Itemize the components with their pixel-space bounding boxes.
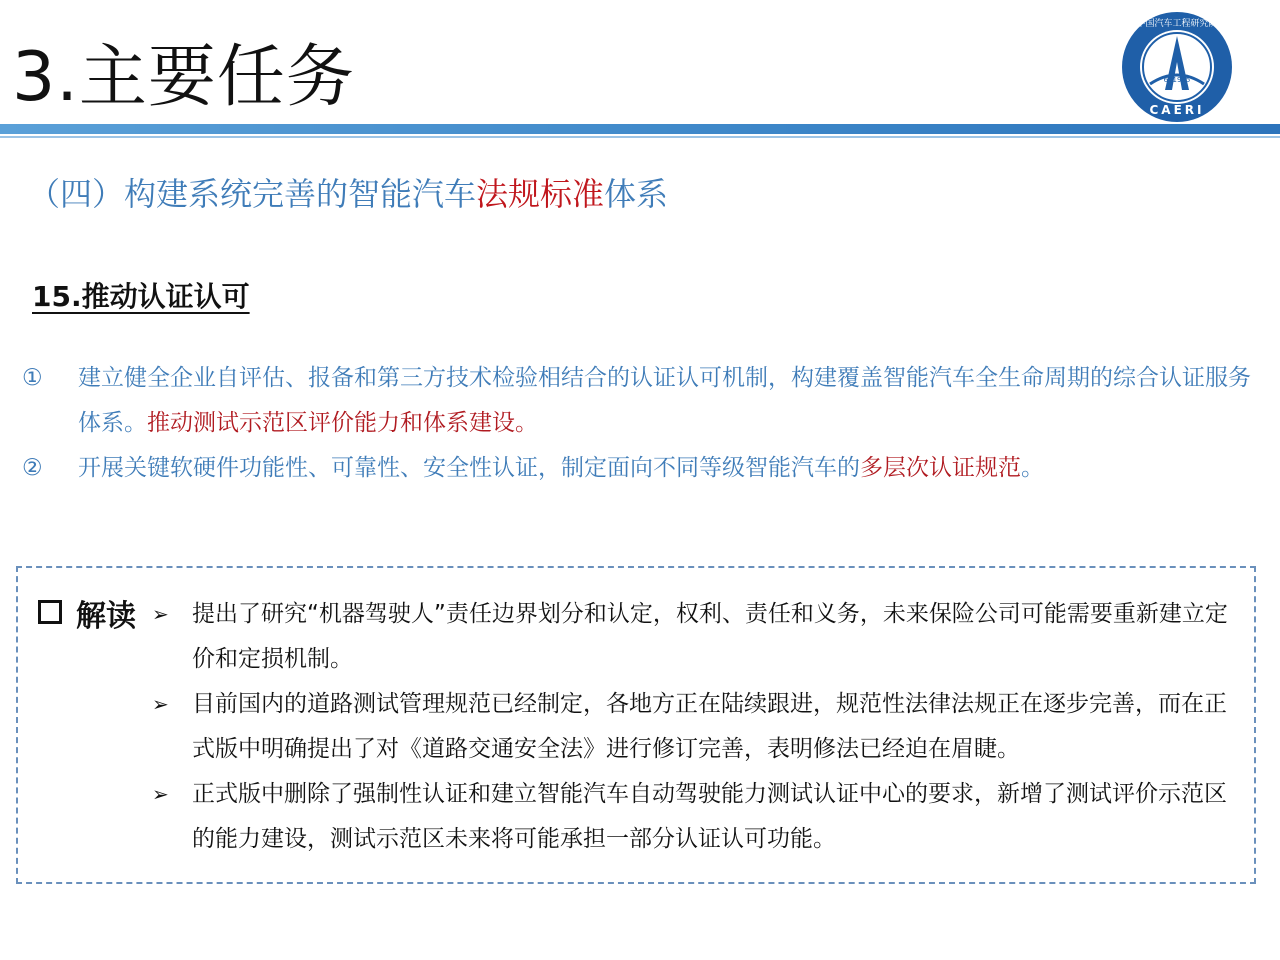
bullet-text: 目前国内的道路测试管理规范已经制定，各地方正在陆续跟进，规范性法律法规正在逐步完善，而在正式版中明确提出了对《道路交通安全法》进行修订完善，表明修法已经迫在眉睫。 (192, 691, 1227, 762)
section-heading-suffix: 体系 (604, 175, 669, 213)
task-points (22, 356, 1252, 491)
square-bullet-icon (38, 600, 62, 624)
interpretation-label (38, 596, 136, 638)
task-point (22, 356, 1252, 446)
slide-title: 3.主要任务 (12, 38, 355, 117)
section-heading-highlight: 法规标准 (476, 175, 605, 213)
section-heading-prefix: （四）构建系统完善的智能汽车 (28, 175, 477, 213)
interpretation-bullet (148, 772, 1248, 862)
interpretation-label-text: 解读 (76, 599, 136, 634)
section-heading (28, 170, 668, 218)
interpretation-bullets (148, 592, 1248, 862)
point-highlight: 推动测试示范区评价能力和体系建设。 (147, 410, 538, 436)
title-divider (0, 124, 1280, 134)
interpretation-bullet (148, 592, 1248, 682)
caeri-logo (1120, 10, 1234, 124)
interpretation-bullet (148, 682, 1248, 772)
logo-year: 601965 (1163, 76, 1191, 84)
logo-caeri-text: CAERI (1149, 103, 1205, 117)
bullet-text: 正式版中删除了强制性认证和建立智能汽车自动驾驶能力测试认证中心的要求，新增了测试评价示范区的能力建设，测试示范区未来将可能承担一部分认证认可功能。 (192, 781, 1227, 852)
arrow-bullet-icon: ➢ (152, 602, 169, 626)
point-text: 开展关键软硬件功能性、可靠性、安全性认证，制定面向不同等级智能汽车的 (78, 455, 860, 481)
point-text: 建立健全企业自评估、报备和第三方技术检验相结合的认证认可机制，构建覆盖智能汽车全生命周期的综合认证服务体系。 (78, 365, 1251, 436)
title-divider-thin (0, 136, 1280, 138)
sub-heading: 15.推动认证认可 (32, 280, 250, 313)
arrow-bullet-icon: ➢ (152, 782, 169, 806)
point-tail: 。 (1021, 455, 1044, 481)
logo-ring-text: 中国汽车工程研究院 (1136, 19, 1218, 29)
point-number: ② (22, 455, 43, 481)
bullet-text: 提出了研究“机器驾驶人”责任边界划分和认定，权利、责任和义务，未来保险公司可能需要重新建立定价和定损机制。 (192, 601, 1228, 672)
point-highlight: 多层次认证规范 (860, 455, 1021, 481)
arrow-bullet-icon: ➢ (152, 692, 169, 716)
task-point (22, 446, 1252, 491)
point-number: ① (22, 365, 43, 391)
